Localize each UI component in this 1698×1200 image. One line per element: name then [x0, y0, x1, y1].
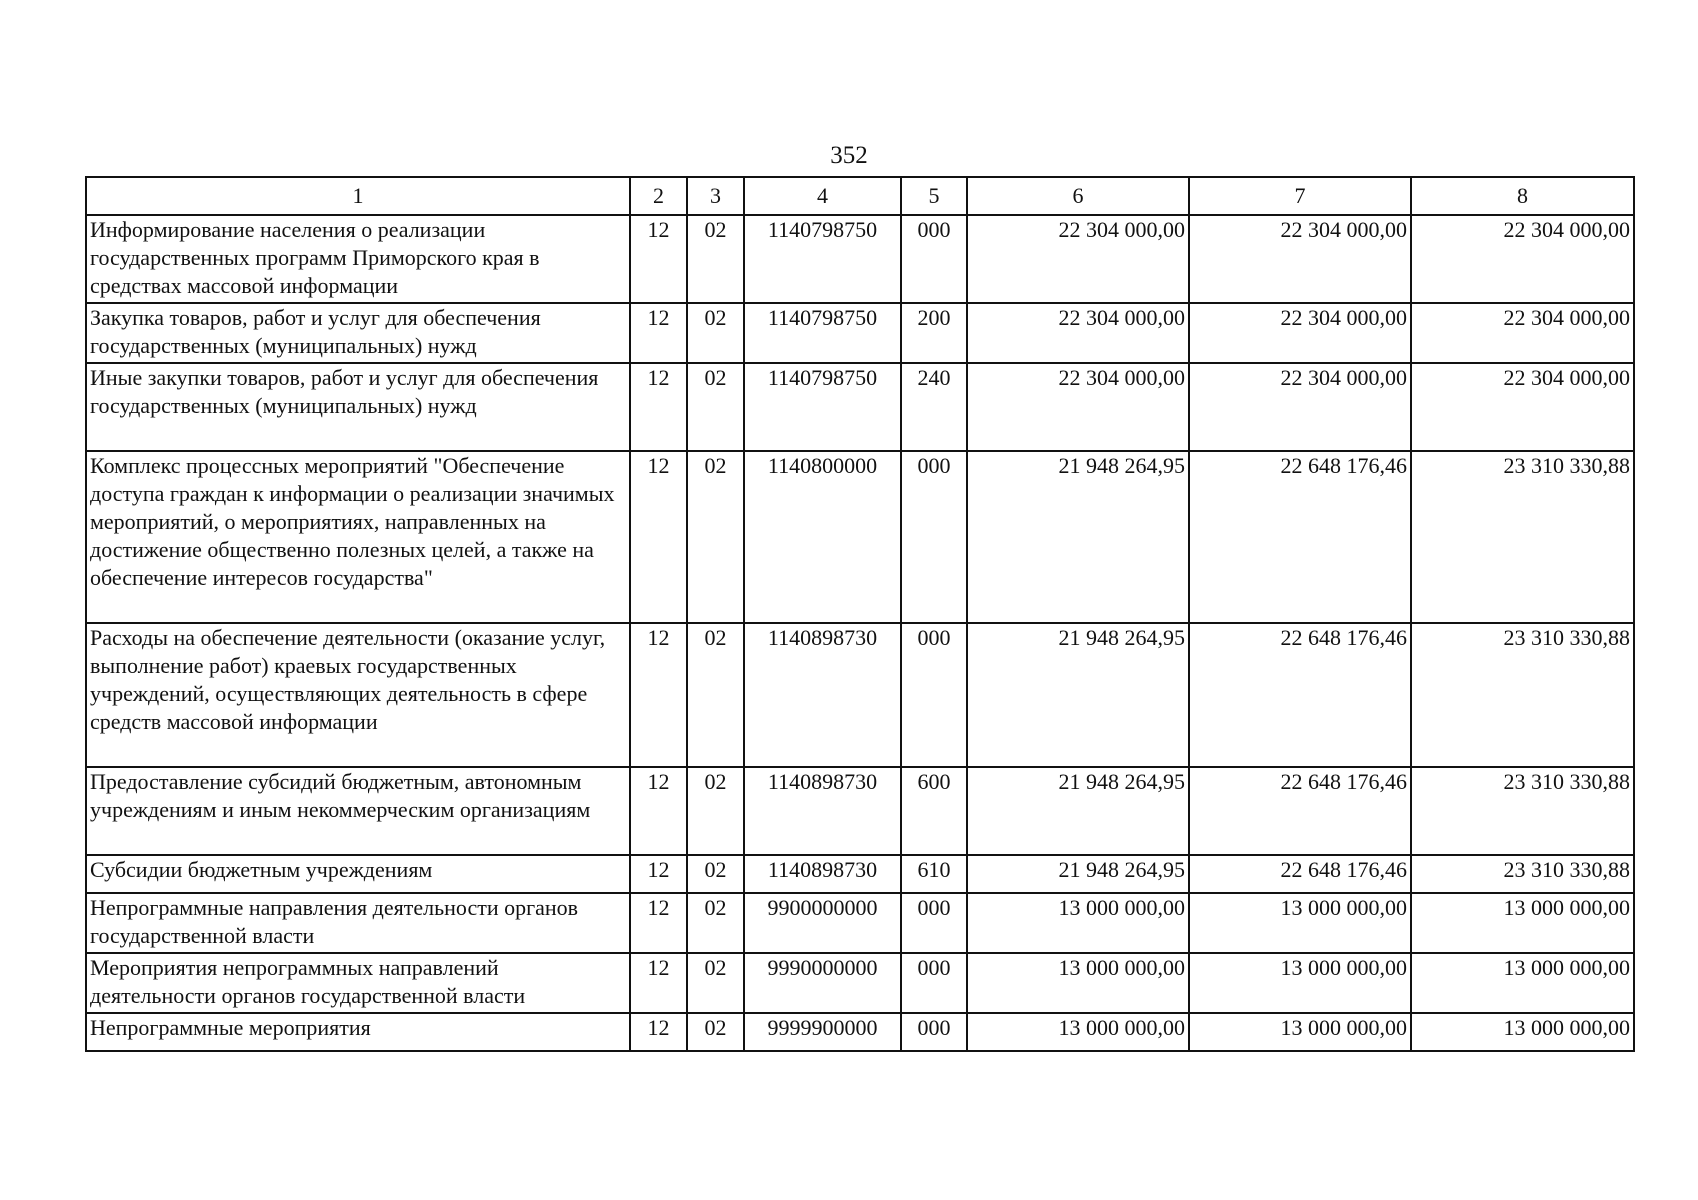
- table-row: [86, 623, 1634, 767]
- row-subsection: 02: [687, 1013, 744, 1051]
- table-row: [86, 855, 1634, 893]
- row-amount-7: 22 304 000,00: [1189, 363, 1411, 451]
- row-section: 12: [630, 953, 687, 1013]
- row-amount-8: 23 310 330,88: [1411, 623, 1634, 767]
- table-row: [86, 1013, 1634, 1051]
- budget-table: [85, 176, 1635, 1052]
- row-amount-6: 13 000 000,00: [967, 1013, 1189, 1051]
- table-row: [86, 215, 1634, 303]
- row-subsection: 02: [687, 855, 744, 893]
- row-amount-7: 22 648 176,46: [1189, 767, 1411, 855]
- row-amount-8: 13 000 000,00: [1411, 953, 1634, 1013]
- row-amount-6: 22 304 000,00: [967, 215, 1189, 303]
- row-subsection: 02: [687, 953, 744, 1013]
- row-section: 12: [630, 1013, 687, 1051]
- row-name: Расходы на обеспечение деятельности (оказание услуг, выполнение работ) краевых государственных учреждений, осуществляющих деятельность в сфере средств массовой информации: [86, 623, 630, 767]
- header-col-1: 1: [86, 177, 630, 215]
- table-row: [86, 953, 1634, 1013]
- row-section: 12: [630, 303, 687, 363]
- row-amount-8: 22 304 000,00: [1411, 215, 1634, 303]
- header-col-8: 8: [1411, 177, 1634, 215]
- row-target-article: 9999900000: [744, 1013, 901, 1051]
- header-col-4: 4: [744, 177, 901, 215]
- row-target-article: 1140898730: [744, 855, 901, 893]
- row-amount-6: 21 948 264,95: [967, 623, 1189, 767]
- table-row: [86, 893, 1634, 953]
- row-expense-type: 000: [901, 893, 967, 953]
- row-amount-8: 23 310 330,88: [1411, 767, 1634, 855]
- row-amount-6: 13 000 000,00: [967, 893, 1189, 953]
- table-row: [86, 363, 1634, 451]
- row-target-article: 1140798750: [744, 363, 901, 451]
- header-row: [86, 177, 1634, 215]
- row-name: Субсидии бюджетным учреждениям: [86, 855, 630, 893]
- row-amount-6: 21 948 264,95: [967, 855, 1189, 893]
- row-amount-6: 21 948 264,95: [967, 451, 1189, 623]
- row-amount-7: 22 648 176,46: [1189, 855, 1411, 893]
- row-amount-6: 13 000 000,00: [967, 953, 1189, 1013]
- row-section: 12: [630, 767, 687, 855]
- header-col-7: 7: [1189, 177, 1411, 215]
- row-expense-type: 600: [901, 767, 967, 855]
- row-amount-8: 22 304 000,00: [1411, 303, 1634, 363]
- row-section: 12: [630, 855, 687, 893]
- row-expense-type: 000: [901, 215, 967, 303]
- row-amount-7: 22 304 000,00: [1189, 303, 1411, 363]
- header-col-5: 5: [901, 177, 967, 215]
- row-target-article: 1140898730: [744, 767, 901, 855]
- row-name: Предоставление субсидий бюджетным, автономным учреждениям и иным некоммерческим организациям: [86, 767, 630, 855]
- header-col-2: 2: [630, 177, 687, 215]
- row-amount-7: 22 648 176,46: [1189, 451, 1411, 623]
- table-row: [86, 451, 1634, 623]
- row-section: 12: [630, 451, 687, 623]
- row-expense-type: 000: [901, 451, 967, 623]
- row-expense-type: 000: [901, 1013, 967, 1051]
- row-amount-7: 22 648 176,46: [1189, 623, 1411, 767]
- row-expense-type: 000: [901, 953, 967, 1013]
- row-section: 12: [630, 623, 687, 767]
- row-target-article: 9990000000: [744, 953, 901, 1013]
- row-amount-7: 13 000 000,00: [1189, 1013, 1411, 1051]
- row-amount-8: 23 310 330,88: [1411, 855, 1634, 893]
- row-target-article: 1140898730: [744, 623, 901, 767]
- row-subsection: 02: [687, 767, 744, 855]
- row-amount-6: 22 304 000,00: [967, 363, 1189, 451]
- row-subsection: 02: [687, 215, 744, 303]
- row-amount-6: 21 948 264,95: [967, 767, 1189, 855]
- row-section: 12: [630, 363, 687, 451]
- row-amount-6: 22 304 000,00: [967, 303, 1189, 363]
- row-amount-7: 13 000 000,00: [1189, 893, 1411, 953]
- row-amount-8: 13 000 000,00: [1411, 893, 1634, 953]
- row-target-article: 1140800000: [744, 451, 901, 623]
- row-amount-7: 13 000 000,00: [1189, 953, 1411, 1013]
- row-amount-8: 22 304 000,00: [1411, 363, 1634, 451]
- row-name: Непрограммные мероприятия: [86, 1013, 630, 1051]
- row-subsection: 02: [687, 363, 744, 451]
- row-amount-8: 23 310 330,88: [1411, 451, 1634, 623]
- header-col-6: 6: [967, 177, 1189, 215]
- row-subsection: 02: [687, 303, 744, 363]
- row-target-article: 1140798750: [744, 215, 901, 303]
- header-col-3: 3: [687, 177, 744, 215]
- row-subsection: 02: [687, 893, 744, 953]
- row-expense-type: 200: [901, 303, 967, 363]
- row-subsection: 02: [687, 451, 744, 623]
- row-name: Непрограммные направления деятельности органов государственной власти: [86, 893, 630, 953]
- page-number: 352: [830, 142, 868, 169]
- table-row: [86, 767, 1634, 855]
- row-expense-type: 000: [901, 623, 967, 767]
- row-name: Закупка товаров, работ и услуг для обеспечения государственных (муниципальных) нужд: [86, 303, 630, 363]
- row-target-article: 1140798750: [744, 303, 901, 363]
- row-section: 12: [630, 893, 687, 953]
- row-amount-7: 22 304 000,00: [1189, 215, 1411, 303]
- row-target-article: 9900000000: [744, 893, 901, 953]
- row-name: Иные закупки товаров, работ и услуг для обеспечения государственных (муниципальных) нужд: [86, 363, 630, 451]
- row-name: Информирование населения о реализации государственных программ Приморского края в средствах массовой информации: [86, 215, 630, 303]
- row-name: Мероприятия непрограммных направлений деятельности органов государственной власти: [86, 953, 630, 1013]
- row-expense-type: 240: [901, 363, 967, 451]
- row-section: 12: [630, 215, 687, 303]
- table-row: [86, 303, 1634, 363]
- row-amount-8: 13 000 000,00: [1411, 1013, 1634, 1051]
- row-subsection: 02: [687, 623, 744, 767]
- row-expense-type: 610: [901, 855, 967, 893]
- row-name: Комплекс процессных мероприятий "Обеспечение доступа граждан к информации о реализации значимых мероприятий, о мероприятиях, направленных на достижение общественно полезных целей, а также на обеспечение интересов государства": [86, 451, 630, 623]
